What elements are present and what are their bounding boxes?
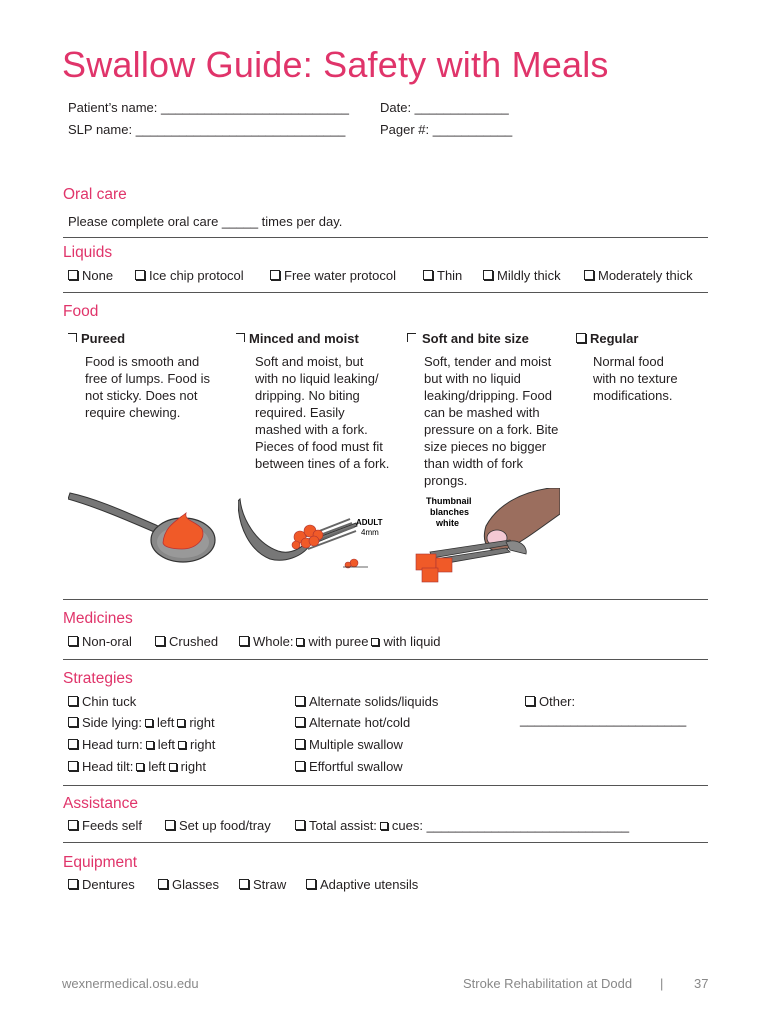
checkbox-icon[interactable] xyxy=(295,717,305,727)
checkbox-icon[interactable] xyxy=(306,879,316,889)
strategy-alternate-solids[interactable]: Alternate solids/liquids xyxy=(295,694,438,709)
strategy-alternate-hot-cold[interactable]: Alternate hot/cold xyxy=(295,715,410,730)
checkbox-icon[interactable] xyxy=(178,741,186,749)
checkbox-icon[interactable] xyxy=(295,761,305,771)
strategies-heading: Strategies xyxy=(63,670,133,687)
checkbox-icon[interactable] xyxy=(135,270,145,280)
divider xyxy=(63,599,708,600)
strategy-chin-tuck[interactable]: Chin tuck xyxy=(68,694,136,709)
medicine-non-oral[interactable]: Non-oral xyxy=(68,634,132,649)
medicine-crushed[interactable]: Crushed xyxy=(155,634,218,649)
soft-fork-thumb-illustration xyxy=(410,488,560,588)
food-option-pureed[interactable]: Pureed xyxy=(68,331,125,346)
checkbox-icon[interactable] xyxy=(239,636,249,646)
page-title: Swallow Guide: Safety with Meals xyxy=(62,44,609,85)
liquid-option-moderately-thick[interactable]: Moderately thick xyxy=(584,268,693,283)
strategy-other[interactable]: Other: xyxy=(525,694,575,709)
assistance-heading: Assistance xyxy=(63,795,138,812)
divider xyxy=(63,237,708,238)
food-option-soft-bite-size[interactable]: Soft and bite size xyxy=(407,331,529,346)
checkbox-icon[interactable] xyxy=(68,636,78,646)
checkbox-icon[interactable] xyxy=(146,741,154,749)
checkbox-icon[interactable] xyxy=(380,822,388,830)
checkbox-icon[interactable] xyxy=(295,696,305,706)
checkbox-icon[interactable] xyxy=(68,879,78,889)
checkbox-icon[interactable] xyxy=(295,739,305,749)
food-option-regular[interactable]: Regular xyxy=(576,331,638,346)
assist-set-up[interactable]: Set up food/tray xyxy=(165,818,271,833)
blanches-label: blanches xyxy=(430,507,470,517)
footer-site: wexnermedical.osu.edu xyxy=(62,976,199,991)
divider xyxy=(63,292,708,293)
divider xyxy=(63,785,708,786)
checkbox-icon[interactable] xyxy=(68,739,78,749)
medicines-heading: Medicines xyxy=(63,610,133,627)
pureed-description: Food is smooth and free of lumps. Food is not sticky. Does not require chewing. xyxy=(85,354,210,420)
checkbox-icon[interactable] xyxy=(68,270,78,280)
checkbox-icon[interactable] xyxy=(270,270,280,280)
footer-separator: | xyxy=(660,976,664,991)
regular-description: Normal food with no texture modifications. xyxy=(593,354,678,403)
strategy-multiple-swallow[interactable]: Multiple swallow xyxy=(295,737,403,752)
liquid-option-free-water[interactable]: Free water protocol xyxy=(270,268,396,283)
checkbox-icon[interactable] xyxy=(155,636,165,646)
food-heading: Food xyxy=(63,303,99,320)
liquid-option-ice-chip[interactable]: Ice chip protocol xyxy=(135,268,244,283)
assist-total[interactable]: Total assist: cues: ____________________________ xyxy=(295,818,629,833)
checkbox-icon[interactable] xyxy=(423,270,433,280)
minced-description: Soft and moist, but with no liquid leaking/ dripping. No biting required. Easily mashed with a fork. Pieces of food must fit between tines of a fork. xyxy=(255,354,390,471)
strategy-other-field[interactable]: _______________________ xyxy=(520,712,687,727)
equipment-heading: Equipment xyxy=(63,854,138,871)
checkbox-icon[interactable] xyxy=(68,717,78,727)
liquid-option-mildly-thick[interactable]: Mildly thick xyxy=(483,268,561,283)
pureed-spoon-illustration xyxy=(68,485,218,573)
equipment-glasses[interactable]: Glasses xyxy=(158,877,219,892)
checkbox-icon[interactable] xyxy=(169,763,177,771)
checkbox-icon[interactable] xyxy=(145,719,153,727)
checkbox-icon[interactable] xyxy=(68,696,78,706)
strategy-head-turn[interactable]: Head turn: left right xyxy=(68,737,215,752)
equipment-dentures[interactable]: Dentures xyxy=(68,877,135,892)
divider xyxy=(63,659,708,660)
soft-description: Soft, tender and moist but with no liquid leaking/dripping. Food can be mashed with pressure on a fork. Bite size pieces no bigger than width of fork prongs. xyxy=(424,354,559,488)
checkbox-icon[interactable] xyxy=(236,333,245,342)
food-option-minced-moist[interactable]: Minced and moist xyxy=(236,331,359,346)
checkbox-icon[interactable] xyxy=(136,763,144,771)
checkbox-icon[interactable] xyxy=(576,333,586,343)
checkbox-icon[interactable] xyxy=(158,879,168,889)
checkbox-icon[interactable] xyxy=(239,879,249,889)
checkbox-icon[interactable] xyxy=(295,820,305,830)
oral-care-text[interactable]: Please complete oral care _____ times per day. xyxy=(68,214,343,229)
pager-field[interactable]: Pager #: ___________ xyxy=(380,122,513,137)
assist-feeds-self[interactable]: Feeds self xyxy=(68,818,142,833)
checkbox-icon[interactable] xyxy=(296,638,304,646)
white-label: white xyxy=(436,518,460,528)
checkbox-icon[interactable] xyxy=(68,820,78,830)
liquids-heading: Liquids xyxy=(63,244,113,261)
date-field[interactable]: Date: _____________ xyxy=(380,100,509,115)
medicine-whole[interactable]: Whole: with puree with liquid xyxy=(239,634,441,649)
checkbox-icon[interactable] xyxy=(525,696,535,706)
checkbox-icon[interactable] xyxy=(483,270,493,280)
checkbox-icon[interactable] xyxy=(584,270,594,280)
patient-name-field[interactable]: Patient’s name: __________________________ xyxy=(68,100,349,115)
oral-care-heading: Oral care xyxy=(63,186,127,203)
checkbox-icon[interactable] xyxy=(371,638,379,646)
equipment-adaptive-utensils[interactable]: Adaptive utensils xyxy=(306,877,418,892)
checkbox-icon[interactable] xyxy=(68,333,77,342)
checkbox-icon[interactable] xyxy=(407,333,416,342)
strategy-head-tilt[interactable]: Head tilt: left right xyxy=(68,759,206,774)
strategy-effortful-swallow[interactable]: Effortful swallow xyxy=(295,759,403,774)
minced-fork-illustration xyxy=(238,493,388,575)
mm-label: 4mm xyxy=(361,528,379,537)
adult-label: ADULT xyxy=(356,518,383,527)
liquid-option-thin[interactable]: Thin xyxy=(423,268,462,283)
liquid-option-none[interactable]: None xyxy=(68,268,113,283)
page-number: 37 xyxy=(694,976,709,991)
thumbnail-label: Thumbnail xyxy=(426,496,472,506)
checkbox-icon[interactable] xyxy=(165,820,175,830)
divider xyxy=(63,842,708,843)
checkbox-icon[interactable] xyxy=(177,719,185,727)
equipment-straw[interactable]: Straw xyxy=(239,877,286,892)
footer-program: Stroke Rehabilitation at Dodd xyxy=(463,976,633,991)
strategy-side-lying[interactable]: Side lying: left right xyxy=(68,715,215,730)
checkbox-icon[interactable] xyxy=(68,761,78,771)
slp-name-field[interactable]: SLP name: _____________________________ xyxy=(68,122,346,137)
